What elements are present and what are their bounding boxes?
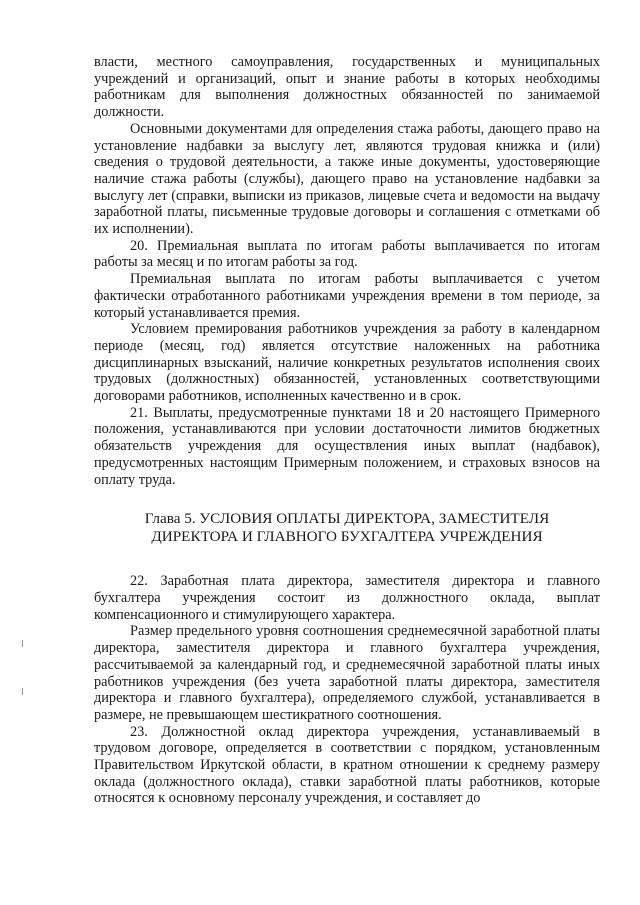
chapter-heading <box>94 510 600 546</box>
paragraph-item-23: 23. Должностной оклад директора учреждения, устанавливаемый в трудовом договоре, определяется в соответствии с порядком, установленным Правительством Иркутской области, в кратном отношении к среднему размеру оклада (должностного оклада), ставки заработной платы работников, которые относятся к основному персоналу учреждения, и составляет до <box>94 723 600 807</box>
paragraph-item-22: 22. Заработная плата директора, заместителя директора и главного бухгалтера учреждения состоит из должностного оклада, выплат компенсационного и стимулирующего характера. <box>94 573 600 623</box>
paragraph-item-21: 21. Выплаты, предусмотренные пунктами 18 и 20 настоящего Примерного положения, устанавливаются при условии достаточности лимитов бюджетных обязательств учреждения для осуществления иных выплат (надбавок), предусмотренных настоящим Примерным положением, и страховых взносов на оплату труда. <box>94 404 600 488</box>
paragraph-continued: власти, местного самоуправления, государственных и муниципальных учреждений и организаций, опыт и знание работы в которых необходимы работникам для выполнения должностных обязанностей по занимаемой должности. <box>94 54 600 121</box>
paragraph-bonus-condition: Условием премирования работников учреждения за работу в календарном периоде (месяц, год) является отсутствие наложенных на работника дисциплинарных взысканий, наличие конкретных результатов исполнения своих трудовых (должностных) обязанностей, установленных соответствующими договорами работников, исполненных качественно и в срок. <box>94 321 600 405</box>
paragraph-salary-ratio: Размер предельного уровня соотношения среднемесячной заработной платы директора, заместителя директора и главного бухгалтера учреждения, рассчитываемой за календарный год, и среднемесячной заработной платы иных работников учреждения (без учета заработной платы директора, заместителя директора и главного бухгалтера), определяемого службой, устанавливается в размере, не превышающем шестикратного соотношения. <box>94 623 600 723</box>
document-body <box>94 54 600 807</box>
paragraph-item-20: 20. Премиальная выплата по итогам работы выплачивается по итогам работы за месяц и по итогам работы за год. <box>94 237 600 271</box>
scan-margin-mark <box>22 688 23 695</box>
scan-margin-mark <box>22 640 23 647</box>
paragraph-main-documents: Основными документами для определения стажа работы, дающего право на установление надбавки за выслугу лет, являются трудовая книжка и (или) сведения о трудовой деятельности, а также иные документы, удостоверяющие наличие стажа работы (службы), дающего право на установление надбавки за выслугу лет (справки, выписки из приказов, лицевые счета и ведомости на выдачу заработной платы, письменные трудовые договоры и соглашения с отметками об их исполнении). <box>94 120 600 238</box>
chapter-heading-line-2: ДИРЕКТОРА И ГЛАВНОГО БУХГАЛТЕРА УЧРЕЖДЕНИЯ <box>151 528 543 546</box>
chapter-heading-line-1: Глава 5. УСЛОВИЯ ОПЛАТЫ ДИРЕКТОРА, ЗАМЕСТИТЕЛЯ <box>144 510 550 528</box>
paragraph-bonus-actual-time: Премиальная выплата по итогам работы выплачивается с учетом фактически отработанного работниками учреждения времени в том периоде, за который устанавливается премия. <box>94 271 600 321</box>
